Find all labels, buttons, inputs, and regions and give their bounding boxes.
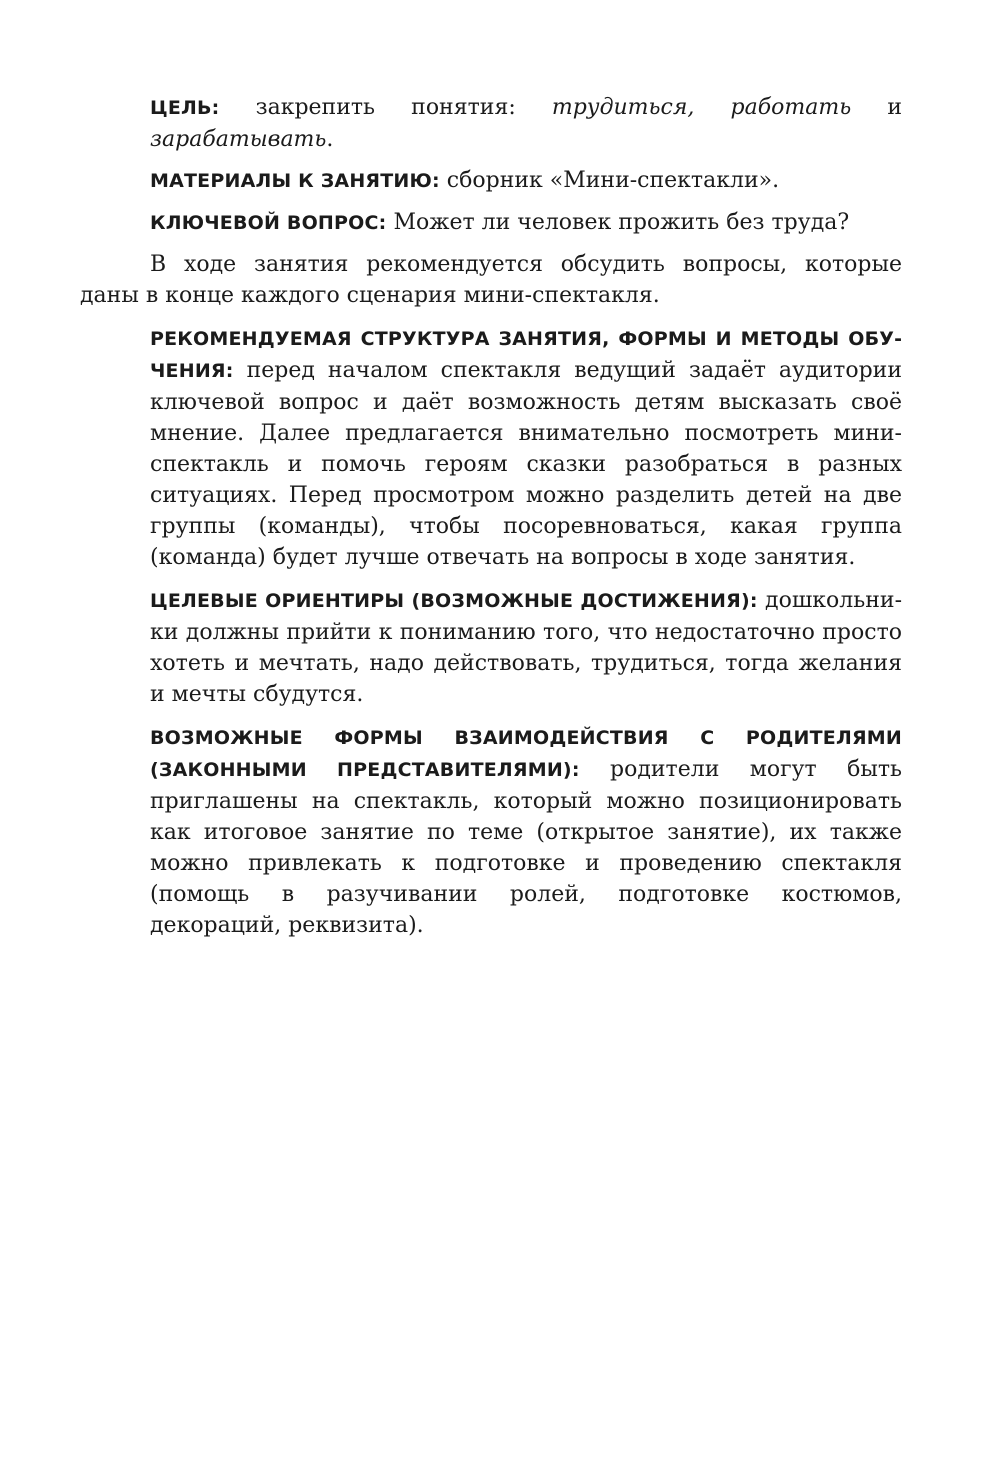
parents-label: ВОЗМОЖНЫЕ ФОРМЫ ВЗАИМОДЕЙСТВИЯ С РОДИТЕЛЯМИ (ЗАКОННЫМИ ПРЕДСТАВИТЕЛЯМИ): bbox=[150, 727, 902, 781]
discussion-text: В ходе занятия рекомендуется обсудить вопросы, которые даны в конце каждого сценария мини-спектакля. bbox=[80, 252, 902, 308]
parents-text: родители могут быть приглашены на спектакль, который можно позиционировать как итоговое занятие по теме (открытое занятие), их также можно привлекать к подготовке и проведению спектакля (помощь в разучивании ролей, подготовке костюмов, декораций, реквизита). bbox=[150, 757, 902, 938]
materials-text: сборник «Мини-спектакли». bbox=[439, 168, 780, 193]
document-page bbox=[80, 92, 902, 953]
parents-paragraph bbox=[150, 722, 902, 941]
key-question-text: Может ли человек прожить без труда? bbox=[386, 210, 850, 235]
key-question-paragraph bbox=[150, 207, 902, 239]
goal-term-2: зарабатывать bbox=[150, 127, 327, 152]
goal-end: . bbox=[326, 127, 334, 152]
goal-text: закрепить понятия: bbox=[219, 95, 552, 120]
structure-text: перед началом спектакля ведущий задаёт аудитории ключевой вопрос и даёт возможность детям высказать своё мнение. Далее предлагается внимательно посмотреть мини-спектакль и помочь героям сказки разобраться в разных ситуациях. Перед просмотром можно разделить детей на две группы (команды), чтобы посоревноваться, какая группа (команда) будет лучше отвечать на вопросы в ходе занятия. bbox=[150, 358, 902, 570]
goal-paragraph bbox=[150, 92, 902, 155]
targets-label: ЦЕЛЕВЫЕ ОРИЕНТИРЫ (ВОЗМОЖНЫЕ ДОСТИЖЕНИЯ): bbox=[150, 590, 758, 612]
structure-paragraph bbox=[150, 323, 902, 573]
materials-label: МАТЕРИАЛЫ К ЗАНЯТИЮ: bbox=[150, 170, 440, 192]
goal-term-1: трудиться, работать bbox=[551, 95, 852, 120]
targets-paragraph bbox=[150, 585, 902, 710]
structure-label: РЕКОМЕНДУЕМАЯ СТРУКТУРА ЗАНЯТИЯ, ФОРМЫ И МЕТОДЫ ОБУЧЕНИЯ: bbox=[150, 328, 902, 382]
discussion-paragraph bbox=[80, 249, 902, 311]
key-question-label: КЛЮЧЕВОЙ ВОПРОС: bbox=[150, 212, 387, 234]
materials-paragraph bbox=[150, 165, 902, 197]
goal-and: и bbox=[851, 95, 903, 120]
goal-label: ЦЕЛЬ: bbox=[150, 97, 220, 119]
targets-text: дошкольники должны прийти к пониманию того, что недостаточно просто хотеть и мечтать, надо действовать, трудиться, тогда желания и мечты сбудутся. bbox=[150, 588, 902, 707]
